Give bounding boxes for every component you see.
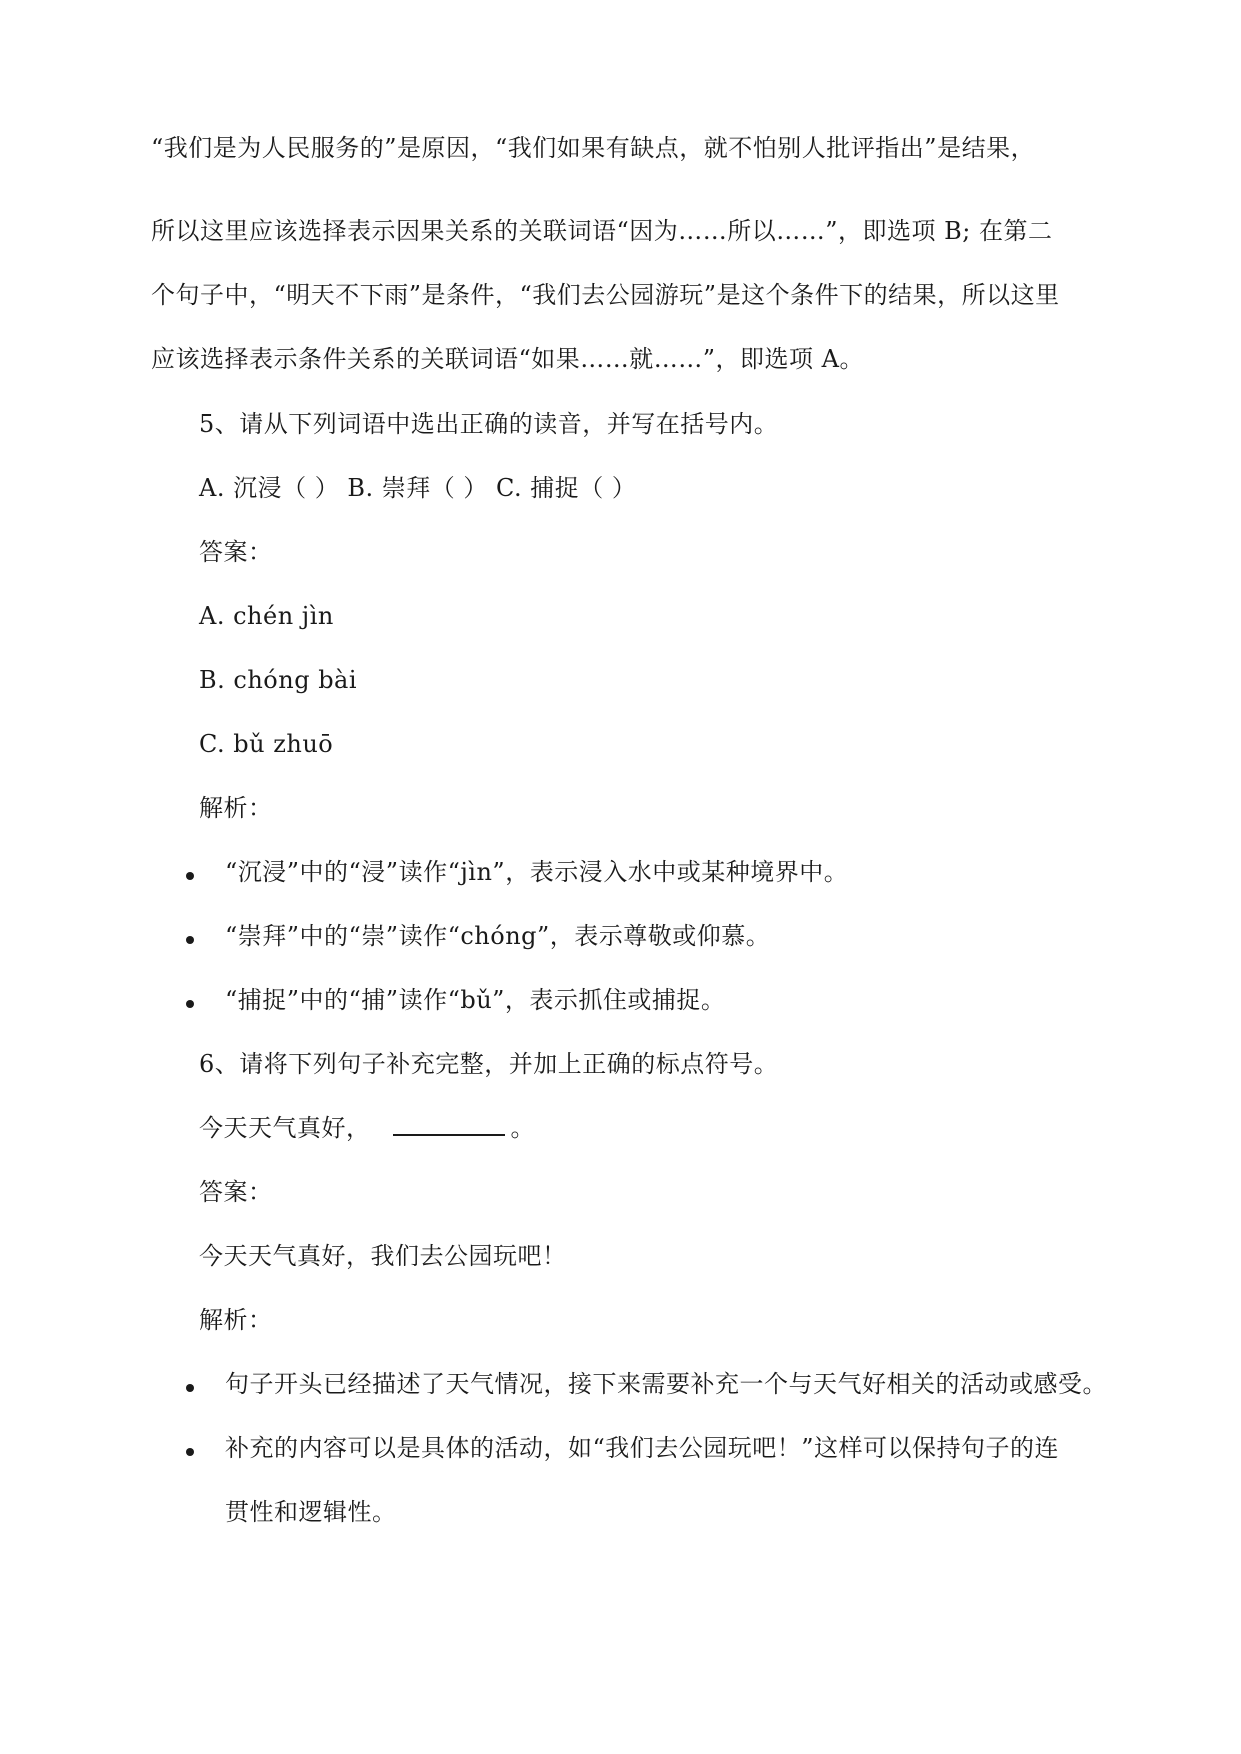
q6-analysis-bullet-1: 句子开头已经描述了天气情况，接下来需要补充一个与天气好相关的活动或感受。 — [225, 1370, 1107, 1398]
fill-in-blank — [393, 1112, 505, 1136]
q5-analysis-bullet-2: “崇拜”中的“崇”读作“chóng”，表示尊敬或仰慕。 — [225, 922, 771, 950]
intro-line-1: “我们是为人民服务的”是原因，“我们如果有缺点，就不怕别人批评指出”是结果， — [151, 134, 1036, 162]
q6-sentence-suffix: 。 — [510, 1114, 535, 1142]
q5-analysis-bullet-1: “沉浸”中的“浸”读作“jìn”，表示浸入水中或某种境界中。 — [225, 858, 849, 886]
q5-answer-label: 答案： — [199, 538, 273, 566]
bullet-icon — [186, 1384, 194, 1392]
q5-question: 5、请从下列词语中选出正确的读音，并写在括号内。 — [199, 410, 779, 438]
q6-sentence — [199, 1112, 535, 1144]
q6-question: 6、请将下列句子补充完整，并加上正确的标点符号。 — [199, 1050, 779, 1078]
bullet-icon — [186, 936, 194, 944]
q5-analysis-label: 解析： — [199, 794, 273, 822]
q6-answer: 今天天气真好，我们去公园玩吧！ — [199, 1242, 567, 1270]
q6-analysis-bullet-2-continuation: 贯性和逻辑性。 — [225, 1498, 397, 1526]
bullet-icon — [186, 1000, 194, 1008]
q6-analysis-bullet-2: 补充的内容可以是具体的活动，如“我们去公园玩吧！”这样可以保持句子的连 — [225, 1434, 1060, 1462]
bullet-icon — [186, 1448, 194, 1456]
q6-sentence-prefix: 今天天气真好， — [199, 1114, 371, 1142]
q5-options: A. 沉浸（ ） B. 崇拜（ ） C. 捕捉（ ） — [199, 474, 637, 502]
q6-analysis-label: 解析： — [199, 1306, 273, 1334]
q5-analysis-bullet-3: “捕捉”中的“捕”读作“bǔ”，表示抓住或捕捉。 — [225, 986, 726, 1014]
intro-line-3: 个句子中，“明天不下雨”是条件，“我们去公园游玩”是这个条件下的结果，所以这里 — [151, 281, 1060, 309]
bullet-icon — [186, 872, 194, 880]
intro-line-2: 所以这里应该选择表示因果关系的关联词语“因为……所以……”，即选项 B; 在第二 — [151, 217, 1053, 245]
q5-answer-b: B. chóng bài — [199, 666, 358, 694]
q6-answer-label: 答案： — [199, 1178, 273, 1206]
intro-line-4: 应该选择表示条件关系的关联词语“如果……就……”，即选项 A。 — [151, 345, 864, 373]
q5-answer-a: A. chén jìn — [199, 602, 334, 630]
q5-answer-c: C. bǔ zhuō — [199, 730, 334, 758]
